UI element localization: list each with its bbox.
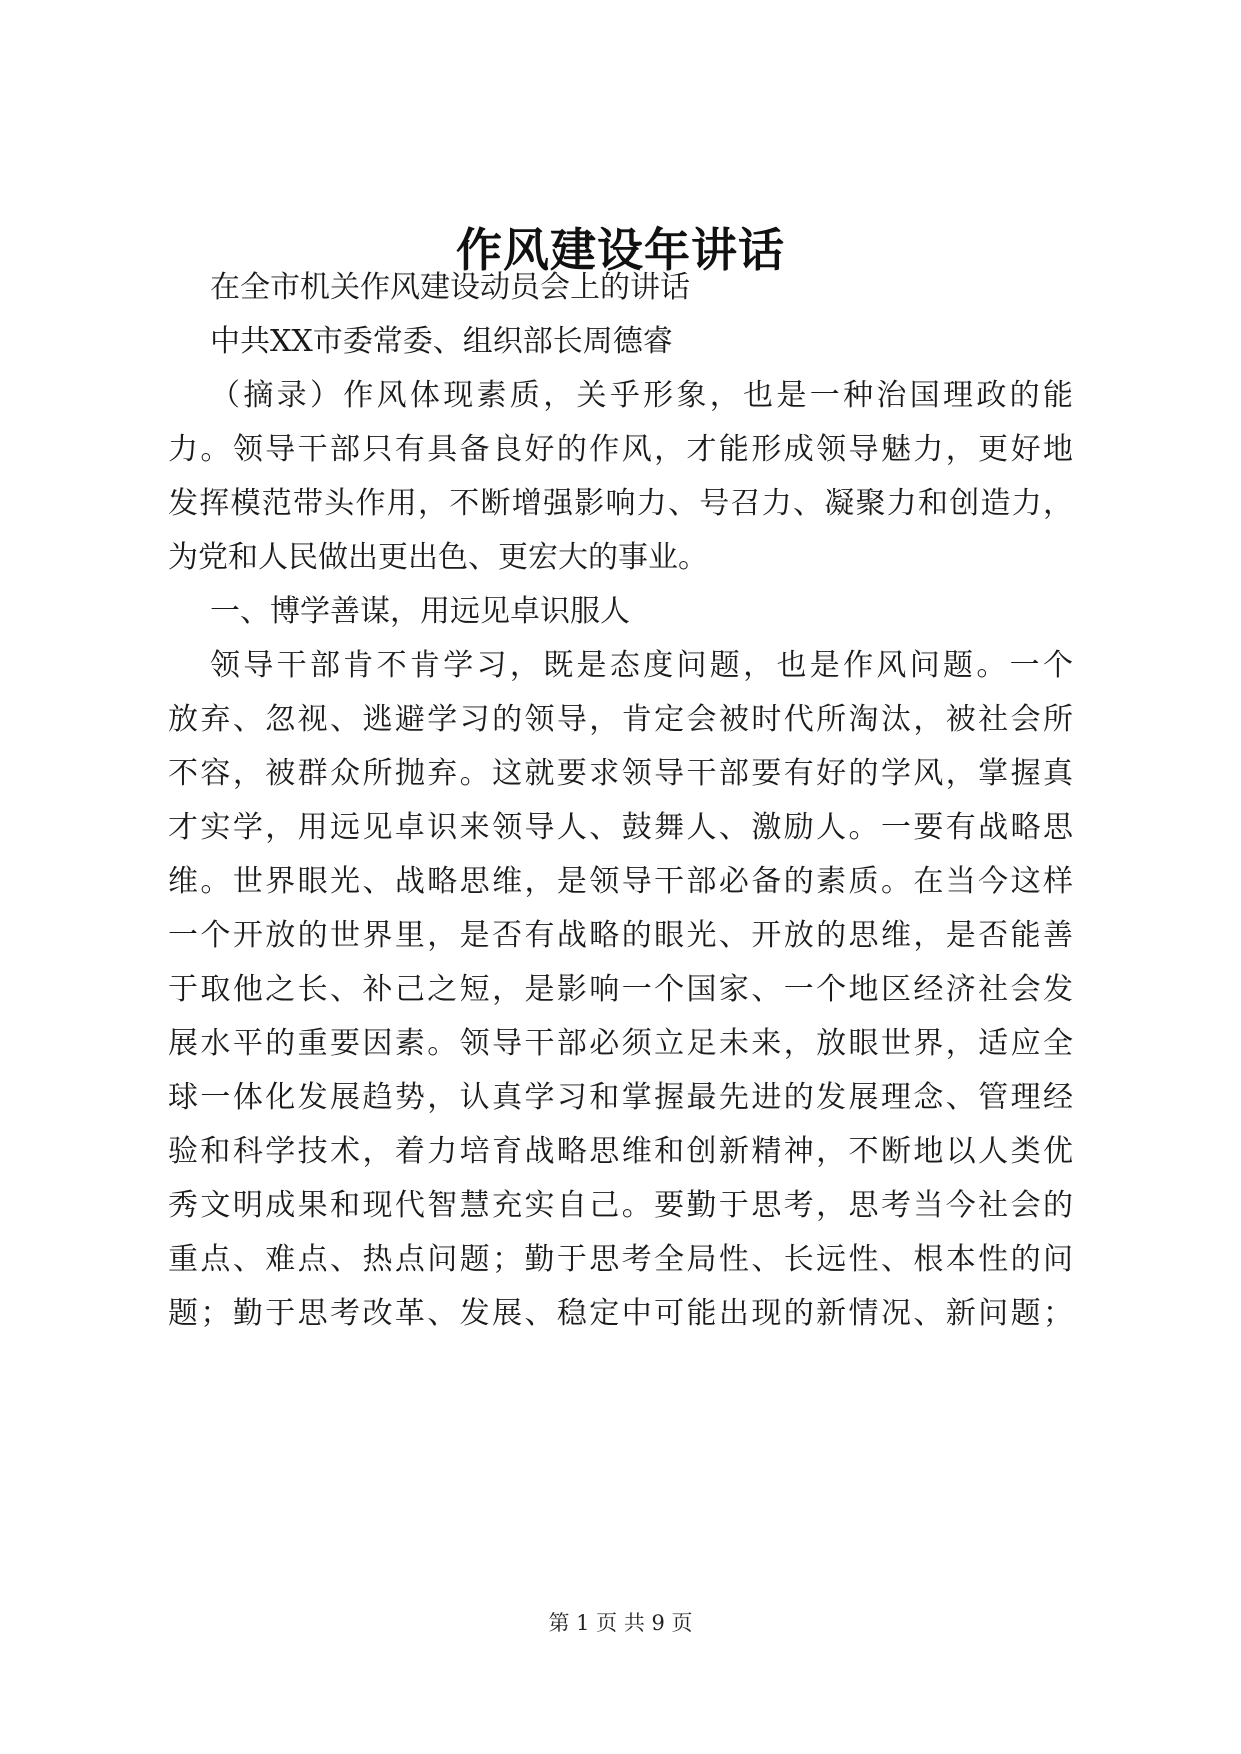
page-number: 第 1 页 共 9 页 [548, 1611, 693, 1635]
document-title: 作风建设年讲话 [456, 223, 785, 277]
body-line: 力。领导干部只有具备良好的作风，才能形成领导魅力，更好地 [168, 432, 1073, 467]
body-line: 领导干部肯不肯学习，既是态度问题，也是作风问题。一个 [210, 648, 1073, 683]
body-line: 不容，被群众所抛弃。这就要求领导干部要有好的学风，掌握真 [168, 756, 1073, 791]
body-line: （摘录）作风体现素质，关乎形象，也是一种治国理政的能 [210, 378, 1073, 413]
body-line: 发挥模范带头作用，不断增强影响力、号召力、凝聚力和创造力， [168, 486, 1073, 521]
body-line: 才实学，用远见卓识来领导人、鼓舞人、激励人。一要有战略思 [168, 810, 1073, 845]
body-line: 于取他之长、补己之短，是影响一个国家、一个地区经济社会发 [168, 972, 1073, 1007]
body-line: 展水平的重要因素。领导干部必须立足未来，放眼世界，适应全 [168, 1026, 1073, 1061]
body-line: 维。世界眼光、战略思维，是领导干部必备的素质。在当今这样 [168, 864, 1073, 899]
section-heading: 一、博学善谋，用远见卓识服人 [210, 594, 630, 629]
body-line: 验和科学技术，着力培育战略思维和创新精神，不断地以人类优 [168, 1134, 1073, 1169]
author-line: 中共XX市委常委、组织部长周德睿 [210, 324, 673, 359]
subtitle-line: 在全市机关作风建设动员会上的讲话 [210, 270, 690, 305]
body-line: 球一体化发展趋势，认真学习和掌握最先进的发展理念、管理经 [168, 1080, 1073, 1115]
body-line: 放弃、忽视、逃避学习的领导，肯定会被时代所淘汰，被社会所 [168, 702, 1073, 737]
body-line: 重点、难点、热点问题；勤于思考全局性、长远性、根本性的问 [168, 1242, 1073, 1277]
body-line: 一个开放的世界里，是否有战略的眼光、开放的思维，是否能善 [168, 918, 1073, 953]
body-line: 秀文明成果和现代智慧充实自己。要勤于思考，思考当今社会的 [168, 1188, 1073, 1223]
body-line: 题；勤于思考改革、发展、稳定中可能出现的新情况、新问题； [168, 1296, 1073, 1331]
body-line: 为党和人民做出更出色、更宏大的事业。 [168, 540, 708, 575]
